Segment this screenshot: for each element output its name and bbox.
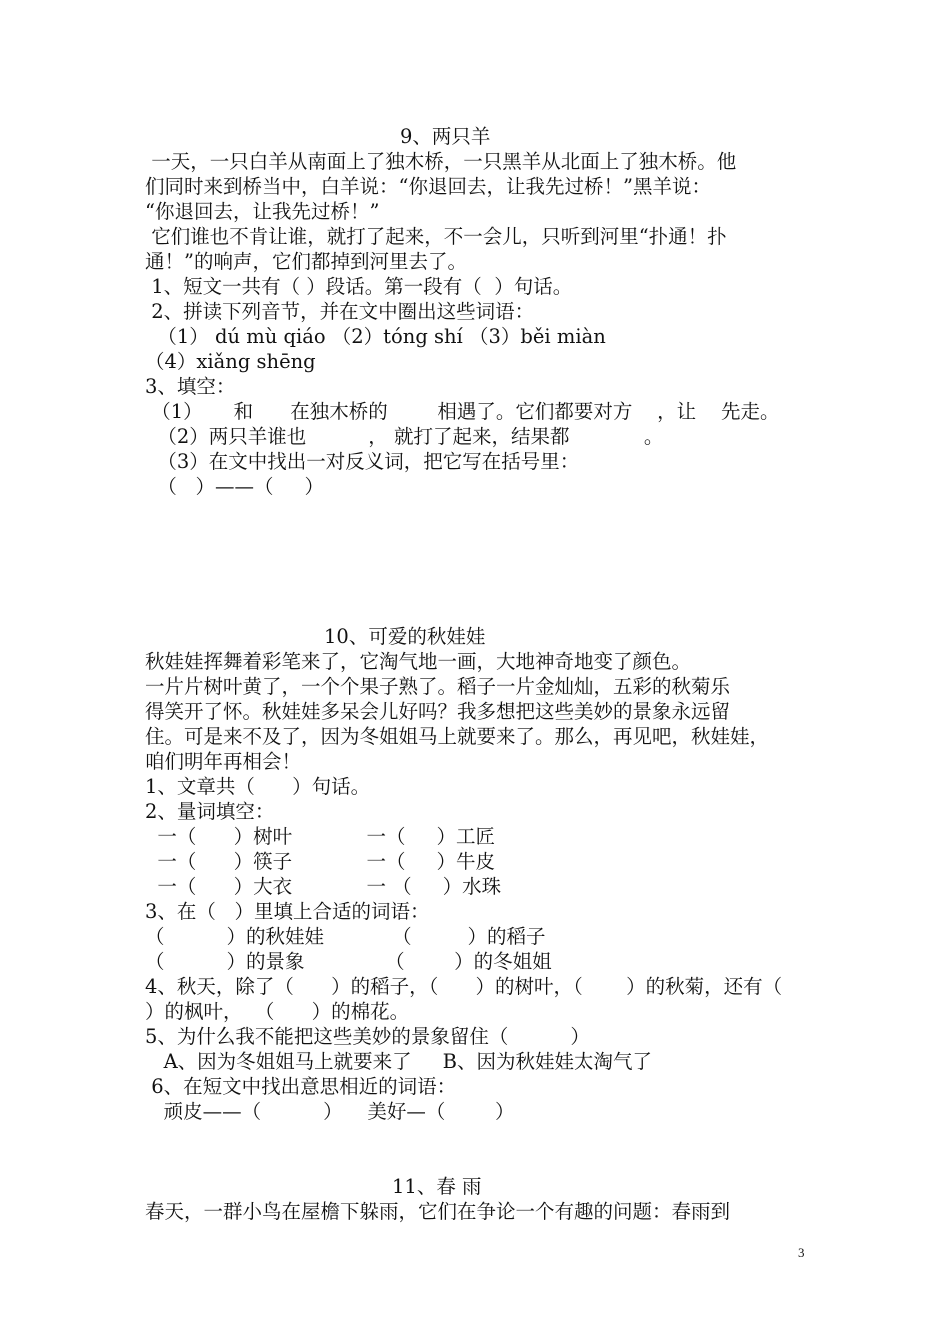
text-line: 得笑开了怀。秋娃娃多呆会儿好吗？我多想把这些美妙的景象永远留 [145, 700, 731, 723]
fill-blank-line: （ ）的秋娃娃 （ ）的稻子 [145, 925, 546, 948]
choice-line: A、因为冬姐姐马上就要来了 B、因为秋娃娃太淘气了 [145, 1050, 653, 1073]
fill-blank-line: （3）在文中找出一对反义词，把它写在括号里： [145, 450, 580, 473]
pinyin-line: （4）xiǎng shēng [145, 350, 316, 373]
section-title: 9、两只羊 [400, 125, 491, 148]
question-line: 4、秋天，除了（ ）的稻子，（ ）的树叶，（ ）的秋菊，还有（ [145, 975, 783, 998]
text-line: 住。可是来不及了，因为冬姐姐马上就要来了。那么，再见吧，秋娃娃， [145, 725, 770, 748]
question-line: ）的枫叶， （ ）的棉花。 [145, 1000, 410, 1023]
text-line: 们同时来到桥当中，白羊说：“你退回去，让我先过桥！”黑羊说： [145, 175, 711, 198]
fill-blank-line: 一（ ）筷子 一（ ）牛皮 [145, 850, 495, 873]
question-line: 3、在（ ）里填上合适的词语： [145, 900, 430, 923]
section-title: 10、可爱的秋娃娃 [324, 625, 486, 648]
text-line: “你退回去，让我先过桥！” [145, 200, 380, 223]
fill-blank-line: （ ）——（ ） [145, 475, 324, 498]
pinyin-line: （1） dú mù qiáo （2）tóng shí （3）běi miàn [145, 325, 606, 348]
question-line: 1、文章共（ ）句话。 [145, 775, 371, 798]
text-line: 通！”的响声，它们都掉到河里去了。 [145, 250, 467, 273]
text-line: 一天，一只白羊从南面上了独木桥，一只黑羊从北面上了独木桥。他 [145, 150, 737, 173]
question-line: 2、拼读下列音节，并在文中圈出这些词语： [145, 300, 535, 323]
question-line: 5、为什么我不能把这些美妙的景象留住（ ） [145, 1025, 590, 1048]
fill-blank-line: 一（ ）树叶 一（ ）工匠 [145, 825, 495, 848]
fill-blank-line: 顽皮——（ ） 美好—（ ） [145, 1100, 515, 1123]
fill-blank-line: 一（ ）大衣 一 （ ）水珠 [145, 875, 502, 898]
text-line: 秋娃娃挥舞着彩笔来了，它淘气地一画，大地神奇地变了颜色。 [145, 650, 692, 673]
text-line: 咱们明年再相会！ [145, 750, 302, 773]
question-line: 6、在短文中找出意思相近的词语： [145, 1075, 457, 1098]
text-line: 春天，一群小鸟在屋檐下躲雨，它们在争论一个有趣的问题：春雨到 [145, 1200, 731, 1223]
fill-blank-line: （2）两只羊谁也 ， 就打了起来，结果都 。 [145, 425, 664, 448]
section-title: 11、春 雨 [392, 1175, 482, 1198]
fill-blank-line: （ ）的景象 （ ）的冬姐姐 [145, 950, 552, 973]
page-number: 3 [798, 1245, 805, 1260]
question-line: 1、短文一共有（ ）段话。第一段有（ ）句话。 [145, 275, 573, 298]
text-line: 它们谁也不肯让谁，就打了起来，不一会儿，只听到河里“扑通！扑 [145, 225, 727, 248]
question-line: 2、量词填空： [145, 800, 275, 823]
question-line: 3、填空： [145, 375, 236, 398]
text-line: 一片片树叶黄了，一个个果子熟了。稻子一片金灿灿，五彩的秋菊乐 [145, 675, 731, 698]
fill-blank-line: （1） 和 在独木桥的 相遇了。它们都要对方 ，让 先走。 [145, 400, 780, 423]
